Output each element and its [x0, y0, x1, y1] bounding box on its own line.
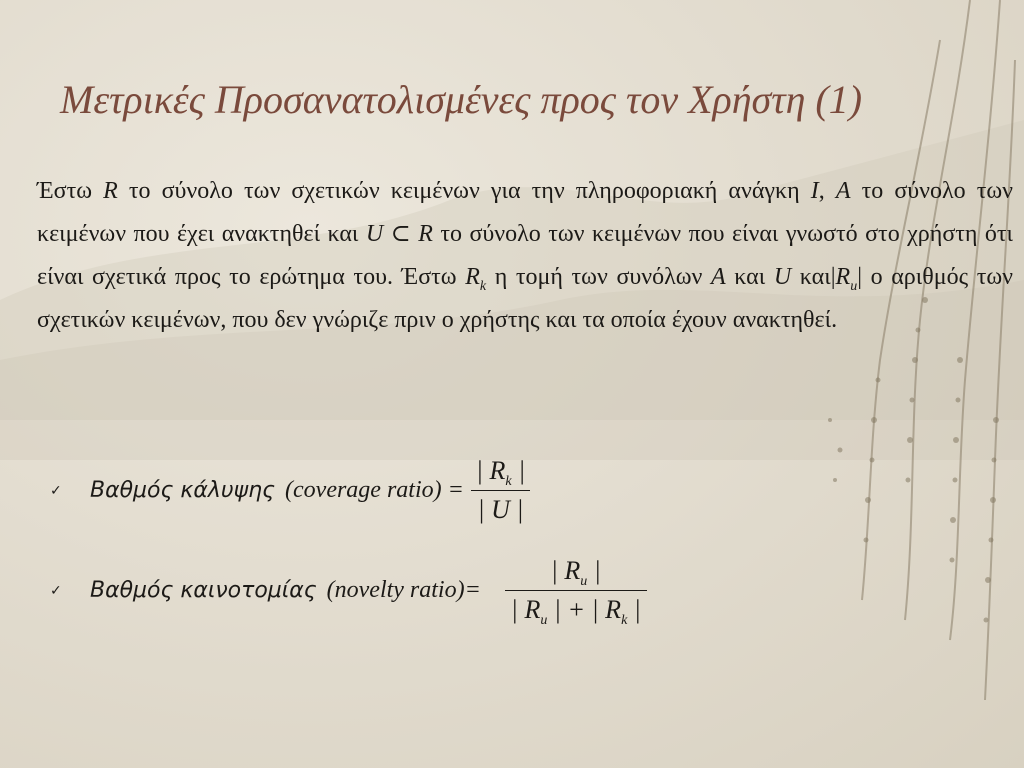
coverage-fraction — [470, 456, 531, 525]
subscript: u — [580, 574, 588, 589]
text-run: και — [791, 264, 831, 290]
symbol-U: U — [365, 221, 384, 247]
denominator-mid: | + | R — [547, 595, 622, 624]
bullet-term: (novelty ratio)= — [326, 577, 481, 603]
numerator-end: | — [587, 556, 601, 585]
bullet-novelty-ratio — [50, 556, 647, 628]
checkmark-icon: ✓ — [50, 482, 62, 499]
subscript: k — [505, 474, 512, 489]
symbol-Rk: R — [465, 264, 480, 290]
bullet-coverage-ratio — [50, 456, 531, 525]
abs-bar: | — [857, 264, 862, 290]
symbol-A: A — [835, 178, 851, 204]
subscript: k — [621, 613, 628, 628]
text-run: το σύνολο των κειμένων που έχει ανακτηθεί και — [37, 178, 1014, 247]
subscript-u: u — [850, 279, 858, 294]
bullet-term: (coverage ratio) = — [285, 477, 464, 503]
text-run: , — [818, 178, 836, 204]
numerator-text: | R — [475, 456, 506, 485]
fraction-denominator — [505, 590, 647, 628]
definition-paragraph — [37, 170, 1013, 342]
subscript: u — [540, 613, 548, 628]
text-run: η τομή των συνόλων — [486, 264, 712, 290]
novelty-fraction — [505, 556, 647, 628]
text-run: Έστω — [37, 178, 104, 204]
text-run: το σύνολο των σχετικών κειμένων για την πληροφοριακή ανάγκη — [117, 178, 811, 204]
abs-bar: | — [830, 264, 836, 290]
bullet-label: Βαθμός καινοτομίας — [90, 578, 317, 603]
fraction-numerator — [545, 556, 607, 590]
subscript-k: k — [479, 279, 487, 294]
numerator-text: | R — [550, 556, 581, 585]
fraction-denominator — [471, 490, 529, 525]
symbol-I: I — [810, 178, 819, 204]
slide-title: Μετρικές Προσανατολισμένες προς τον Χρήστη (1) — [60, 77, 863, 122]
fraction-numerator — [470, 456, 531, 490]
bullet-label: Βαθμός κάλυψης — [90, 478, 276, 503]
symbol-A: A — [711, 264, 726, 290]
symbol-R: R — [418, 221, 433, 247]
subset-symbol: ⊂ — [383, 221, 419, 247]
text-run: ο αριθμός των σχετικών κειμένων, που δεν γνώριζε πριν ο χρήστης και τα οποία έχουν ανακτηθεί. — [37, 264, 1013, 333]
denominator-text: | U | — [477, 495, 524, 524]
denominator-end: | — [627, 595, 641, 624]
text-run: και — [725, 264, 774, 290]
checkmark-icon: ✓ — [50, 582, 62, 599]
symbol-Ru: R — [835, 264, 851, 290]
numerator-end: | — [511, 456, 526, 485]
symbol-R: R — [103, 178, 118, 204]
denominator-text: | R — [510, 595, 541, 624]
symbol-U: U — [773, 264, 792, 290]
text-run: το σύνολο των κειμένων που είναι γνωστό στο χρήστη ότι είναι σχετικά προς το ερώτημα του. Έστω — [37, 221, 1014, 290]
